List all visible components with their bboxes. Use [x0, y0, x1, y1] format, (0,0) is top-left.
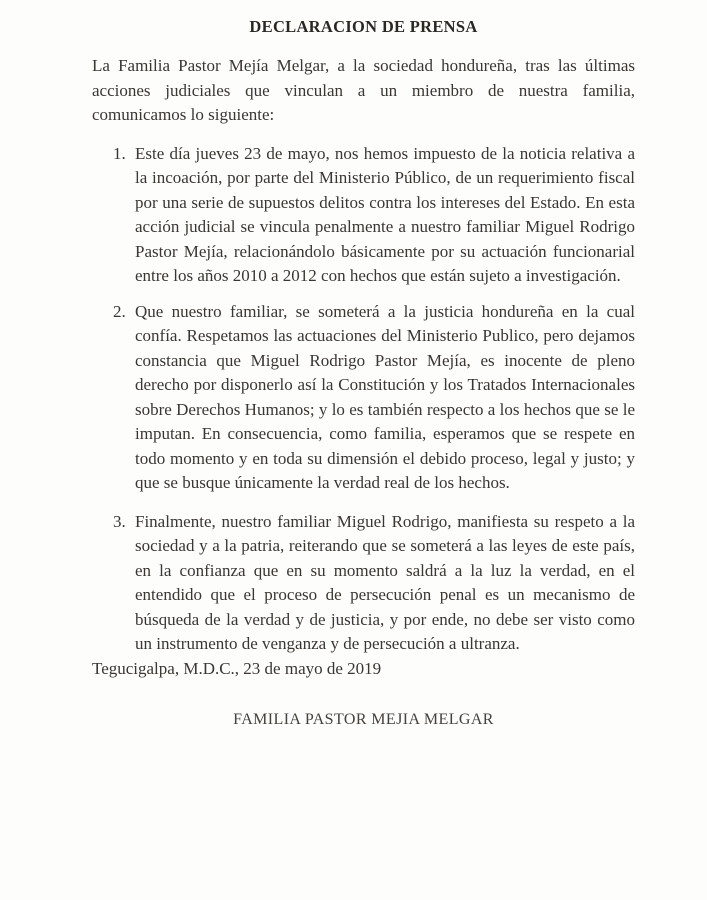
- list-item-text: Que nuestro familiar, se someterá a la justicia hondureña en la cual confía. Respetamos las actuaciones del Ministerio Publico, pero dejamos constancia que Miguel Rodrigo Pastor Mejía, es inocente de pleno derecho por disponerlo así la Constitución y los Tratados Internacionales sobre Derechos Humanos; y lo es también respecto a los hechos que se le imputan. En consecuencia, como familia, esperamos que se respete en todo momento y en toda su dimensión el debido proceso, legal y justo; y que se busque únicamente la verdad real de los hechos.: [135, 301, 635, 492]
- list-item-text: Este día jueves 23 de mayo, nos hemos impuesto de la noticia relativa a la incoación, por parte del Ministerio Público, de un requerimiento fiscal por una serie de supuestos delitos contra los intereses del Estado. En esta acción judicial se vincula penalmente a nuestro familiar Miguel Rodrigo Pastor Mejía, relacionándolo básicamente por su actuación funcionarial entre los años 2010 a 2012 con hechos que están sujeto a investigación.: [135, 143, 635, 285]
- list-item-text: Finalmente, nuestro familiar Miguel Rodrigo, manifiesta su respeto a la sociedad y a la patria, reiterando que se someterá a las leyes de este país, en la confianza que en su momento saldrá a la luz la verdad, en el entendido que el proceso de persecución penal es un mecanismo de búsqueda de la verdad y de justicia, y por ende, no debe ser visto como un instrumento de venganza y de persecución a ultranza.: [135, 511, 635, 653]
- list-item-number: 3.: [113, 511, 126, 531]
- numbered-list: [92, 142, 635, 657]
- signature: FAMILIA PASTOR MEJIA MELGAR: [233, 711, 494, 728]
- dateline: Tegucigalpa, M.D.C., 23 de mayo de 2019: [92, 658, 382, 678]
- document-title: DECLARACION DE PRENSA: [249, 17, 478, 36]
- list-item: [92, 300, 635, 496]
- list-item: [92, 142, 635, 289]
- list-item-number: 1.: [113, 143, 126, 163]
- intro-paragraph: La Familia Pastor Mejía Melgar, a la sociedad hondureña, tras las últimas acciones judiciales que vinculan a un miembro de nuestra familia, comunicamos lo siguiente:: [92, 56, 635, 124]
- list-item-number: 2.: [113, 301, 126, 321]
- list-item: [92, 510, 635, 657]
